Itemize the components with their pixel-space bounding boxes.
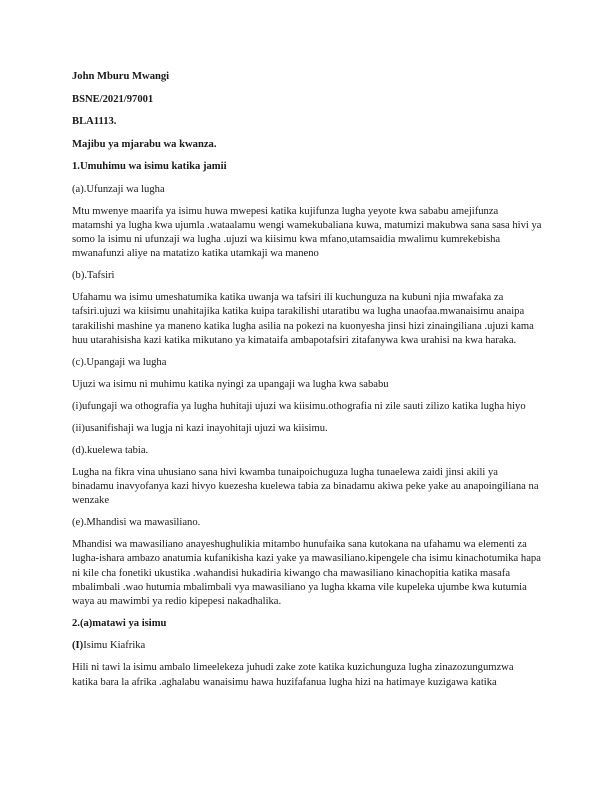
subsection-b-body: Ufahamu wa isimu umeshatumika katika uwanja wa tafsiri ili kuchunguza na kubuni njia mwafaka za tafsiri.ujuzi wa kiisimu unahitajika katika kuipa tarakilishi utaratibu wa lugha unaofaa.mwanaisimu anaipa tarakilishi mashine ya maneno katika lugha asilia na pokezi na kuonyesha jinsi hizi zinaingiliana .ujuzi kama huu utarahisisha kazi katika mikutano ya kimataifa ambapotafsiri zitafanywa kwa urahisi na kwa haraka. [72, 292, 534, 346]
subsection-2-i-title: Isimu Kiafrika [83, 640, 146, 652]
section2-heading: 2.(a)matawi ya isimu [72, 617, 167, 629]
subsection-2-i-label: (I) [72, 640, 84, 652]
author-name: John Mburu Mwangi [72, 71, 170, 82]
registration-number: BSNE/2021/97001 [72, 93, 154, 105]
subsection-d-body: Lugha na fikra vina uhusiano sana hivi kwamba tunaipoichuguza lugha tunaelewa zaidi jinsi akili ya binadamu inavyofanya kazi hivyo kuezesha kuelewa tabia za binadamu akiwa peke yake au anapoingiliana na wenzake [72, 466, 539, 507]
subsection-2-i-body: Hili ni tawi la isimu ambalo limeelekeza juhudi zake zote katika kuzichunguza lugha zinazozungumzwa katika bara la afrika .aghalabu wanaisimu hawa huzifafanua lugha hizi na hatimaye kuzigawa katika [72, 662, 514, 688]
subsection-e-body: Mhandisi wa mawasiliano anayeshughulikia mitambo hunufaika sana kutokana na ufahamu wa elementi za lugha-ishara ambazo anatumia kufanikisha kazi yake ya mawasiliano.kipengele cha isimu kinachotumika hapa ni kile cha fonetiki ukustika .wahandisi hukadiria kiwango cha mawasiliano kinachopitia katika masafa mbalimbali .wao hutumia mbalimbali vya mawasiliano ya lugha kkama vile kupeleka ujumbe kwa kutumia waya au mawimbi ya redio kipepesi nakadhalika. [72, 539, 541, 607]
subsection-a-heading: (a).Ufunzaji wa lugha [72, 183, 165, 195]
section1-heading: 1.Umuhimu wa isimu katika jamii [72, 161, 227, 172]
subsection-2-i-heading [72, 639, 542, 653]
subsection-c-item-i: (i)ufungaji wa othografia ya lugha huhitaji ujuzi wa kiisimu.othografia ni zile sauti zilizo katika lugha hiyo [72, 400, 526, 412]
subsection-d-heading: (d).kuelewa tabia. [72, 444, 149, 456]
subsection-c-heading: (c).Upangaji wa lugha [72, 356, 167, 368]
subsection-c-body: Ujuzi wa isimu ni muhimu katika nyingi za upangaji wa lugha kwa sababu [72, 378, 389, 390]
subsection-c-item-ii: (ii)usanifishaji wa lugja ni kazi inayohitaji ujuzi wa kiisimu. [72, 422, 328, 434]
subsection-a-body: Mtu mwenye maarifa ya isimu huwa mwepesi katika kujifunza lugha yeyote kwa sababu amejifunza matamshi ya lugha kwa ujumla .wataalamu wengi wamekubaliana kuwa, matumizi makubwa sana sasa hivi ya somo la isimu ni ufunzaji wa lugha .ujuzi wa kiisimu kwa mfano,utamsaidia mwalimu kumrekebisha mwanafunzi aliye na matatizo katika utamkaji wa maneno [72, 205, 542, 260]
document-title: Majibu ya mjarabu wa kwanza. [72, 138, 217, 150]
course-code: BLA1113. [72, 116, 117, 127]
document-page [72, 70, 542, 698]
subsection-b-heading: (b).Tafsiri [72, 270, 115, 282]
subsection-e-heading: (e).Mhandisi wa mawasiliano. [72, 517, 201, 529]
